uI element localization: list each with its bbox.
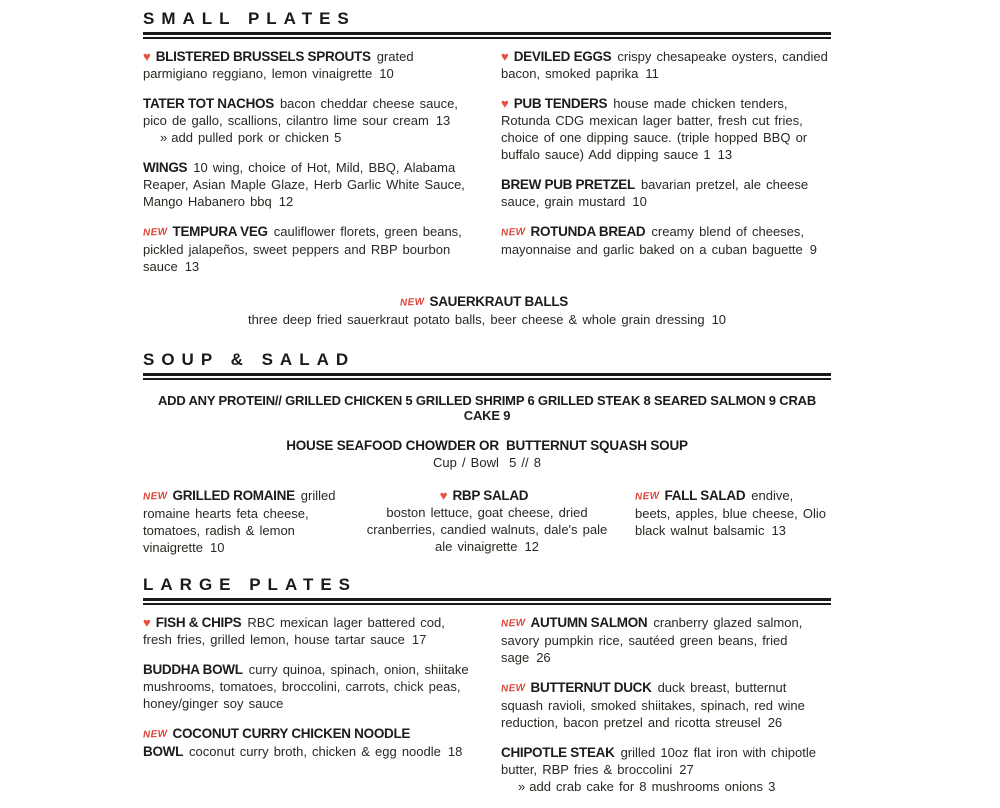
item-name: WINGS (143, 160, 188, 175)
item-description: 10 wing, choice of Hot, Mild, BBQ, Alabama Reaper, Asian Maple Glaze, Herb Garlic White Sauce, Mango Habanero bbq (143, 160, 465, 209)
menu-item-buddha-bowl (143, 661, 473, 712)
item-name: FISH & CHIPS (155, 615, 242, 630)
section-divider (143, 598, 831, 605)
menu-item-grilled-romaine (143, 487, 339, 556)
addon-text: add pulled pork or chicken 5 (171, 130, 342, 145)
section-title: SOUP & SALAD (143, 350, 356, 369)
menu-item-butternut-duck (501, 679, 831, 731)
new-badge: NEW (142, 226, 168, 239)
item-name: AUTUMN SALMON (530, 615, 648, 630)
item-name: BUTTERNUT DUCK (530, 680, 652, 695)
item-description: curry quinoa, spinach, onion, shiitake mushrooms, tomatoes, broccolini, carrots, chick peas, honey/ginger soy sauce (143, 662, 469, 711)
item-addon (501, 778, 831, 795)
menu-item-rotunda-bread (501, 223, 831, 258)
item-price: 26 (536, 650, 551, 665)
item-name: RBP SALAD (452, 488, 529, 503)
menu-item-chipotle-steak (501, 744, 831, 795)
item-price: 18 (447, 744, 463, 759)
item-price: 10 (711, 312, 727, 327)
menu-item-sauerkraut-balls (143, 293, 831, 328)
small-plates-right-column (501, 48, 831, 271)
heart-icon: ♥ (501, 49, 509, 64)
menu-item-blistered-brussels-sprouts (143, 48, 473, 82)
item-description: three deep fried sauerkraut potato balls, beer cheese & whole grain dressing (247, 312, 705, 327)
menu-item-wings (143, 159, 473, 210)
item-name: COCONUT CURRY CHICKEN NOODLE BOWL (143, 726, 411, 759)
item-price: 13 (435, 113, 451, 128)
item-description: boston lettuce, goat cheese, dried cranberries, candied walnuts, dale's pale ale vinaigrette (366, 505, 608, 554)
heart-icon: ♥ (439, 488, 448, 503)
item-name: CHIPOTLE STEAK (501, 745, 615, 760)
menu-item-autumn-salmon (501, 614, 831, 666)
add-protein-line: ADD ANY PROTEIN// GRILLED CHICKEN 5 GRILLED SHRIMP 6 GRILLED STEAK 8 SEARED SALMON 9 CRAB CAKE 9 (157, 393, 820, 423)
item-price: 10 (209, 540, 225, 555)
menu-item-rbp-salad (358, 487, 616, 556)
small-plates-left-column (143, 48, 473, 288)
item-name: BUDDHA BOWL (143, 662, 243, 677)
item-name: TEMPURA VEG (172, 224, 268, 239)
item-name: BLISTERED BRUSSELS SPROUTS (155, 49, 371, 64)
item-name: GRILLED ROMAINE (172, 488, 295, 503)
menu-item-fish-and-chips (143, 614, 473, 648)
item-price: 27 (679, 762, 694, 777)
item-name: ROTUNDA BREAD (530, 224, 646, 239)
item-description: bacon cheddar cheese sauce, pico de gallo, scallions, cilantro lime sour cream (143, 96, 458, 128)
item-price: 10 (379, 66, 394, 81)
item-description: endive, beets, apples, blue cheese, Olio black walnut balsamic (635, 488, 827, 538)
addon-arrow-icon: » (160, 130, 168, 145)
item-description: grilled romaine hearts feta cheese, tomatoes, radish & lemon vinaigrette (143, 488, 336, 555)
item-description: cranberry glazed salmon, savory pumpkin rice, sautéed green beans, fried sage (501, 615, 803, 665)
item-price: 12 (524, 539, 539, 554)
large-plates-right-column (501, 614, 831, 808)
new-badge: NEW (634, 490, 660, 503)
heart-icon: ♥ (143, 49, 151, 64)
item-price: 12 (278, 194, 294, 209)
new-badge: NEW (500, 226, 526, 239)
item-price: 11 (645, 66, 659, 81)
item-description: grilled 10oz flat iron with chipotle butter, RBP fries & broccolini (501, 745, 816, 777)
item-description: creamy blend of cheeses, mayonnaise and garlic baked on a cuban baguette (501, 224, 805, 257)
item-description: bavarian pretzel, ale cheese sauce, grain mustard (501, 177, 809, 209)
menu-item-fall-salad (635, 487, 831, 556)
item-price: 9 (809, 242, 818, 257)
item-price: 10 (632, 194, 647, 209)
item-price: 13 (184, 259, 200, 274)
item-name: DEVILED EGGS (513, 49, 612, 64)
item-description: duck breast, butternut squash ravioli, smoked shiitakes, spinach, red wine reduction, bacon pretzel and ricotta streusel (501, 680, 805, 730)
menu-item-pub-tenders (501, 95, 831, 163)
section-title: LARGE PLATES (143, 575, 358, 594)
new-badge: NEW (142, 490, 168, 503)
menu-item-tempura-veg (143, 223, 473, 275)
item-name: BREW PUB PRETZEL (501, 177, 635, 192)
item-name: TATER TOT NACHOS (143, 96, 274, 111)
section-small-plates (143, 9, 831, 328)
item-price: 26 (767, 715, 783, 730)
item-addon (143, 129, 473, 146)
menu-item-coconut-curry-chicken-noodle-bowl (143, 725, 473, 760)
addon-text: add crab cake for 8 mushrooms onions 3 (529, 779, 776, 794)
item-description: house made chicken tenders, Rotunda CDG mexican lager batter, fresh cut fries, choice of one dipping sauce. (triple hopped BBQ or buffalo sauce) Add dipping sauce 1 (501, 96, 808, 162)
item-description: grated parmigiano reggiano, lemon vinaigrette (143, 49, 414, 81)
addon-arrow-icon: » (518, 779, 526, 794)
section-title: SMALL PLATES (143, 9, 356, 28)
item-name: SAUERKRAUT BALLS (429, 294, 568, 309)
item-description: coconut curry broth, chicken & egg noodle (189, 744, 441, 759)
item-description: cauliflower florets, green beans, pickled jalapeños, sweet peppers and RBP bourbon sauce (143, 224, 462, 274)
new-badge: NEW (399, 296, 425, 309)
item-name: FALL SALAD (664, 488, 746, 503)
item-price: 13 (717, 147, 733, 162)
menu-item-brew-pub-pretzel (501, 176, 831, 210)
item-price: 13 (771, 523, 786, 538)
new-badge: NEW (142, 728, 168, 741)
section-divider (143, 373, 831, 380)
item-name: PUB TENDERS (513, 96, 608, 111)
section-soup-salad (143, 350, 831, 569)
section-divider (143, 32, 831, 39)
new-badge: NEW (500, 617, 526, 630)
section-large-plates (143, 575, 831, 808)
item-description: RBC mexican lager battered cod, fresh fries, grilled lemon, house tartar sauce (143, 615, 445, 647)
item-price: 17 (411, 632, 427, 647)
heart-icon: ♥ (501, 96, 509, 111)
menu-page (143, 9, 831, 808)
new-badge: NEW (500, 682, 526, 695)
large-plates-left-column (143, 614, 473, 773)
menu-item-deviled-eggs (501, 48, 831, 82)
soup-of-day-line: HOUSE SEAFOOD CHOWDER OR BUTTERNUT SQUASH SOUP (286, 438, 688, 453)
heart-icon: ♥ (143, 615, 151, 630)
item-description: crispy chesapeake oysters, candied bacon, smoked paprika (501, 49, 828, 81)
soup-price-line: Cup / Bowl 5 // 8 (433, 455, 541, 470)
menu-item-tater-tot-nachos (143, 95, 473, 146)
